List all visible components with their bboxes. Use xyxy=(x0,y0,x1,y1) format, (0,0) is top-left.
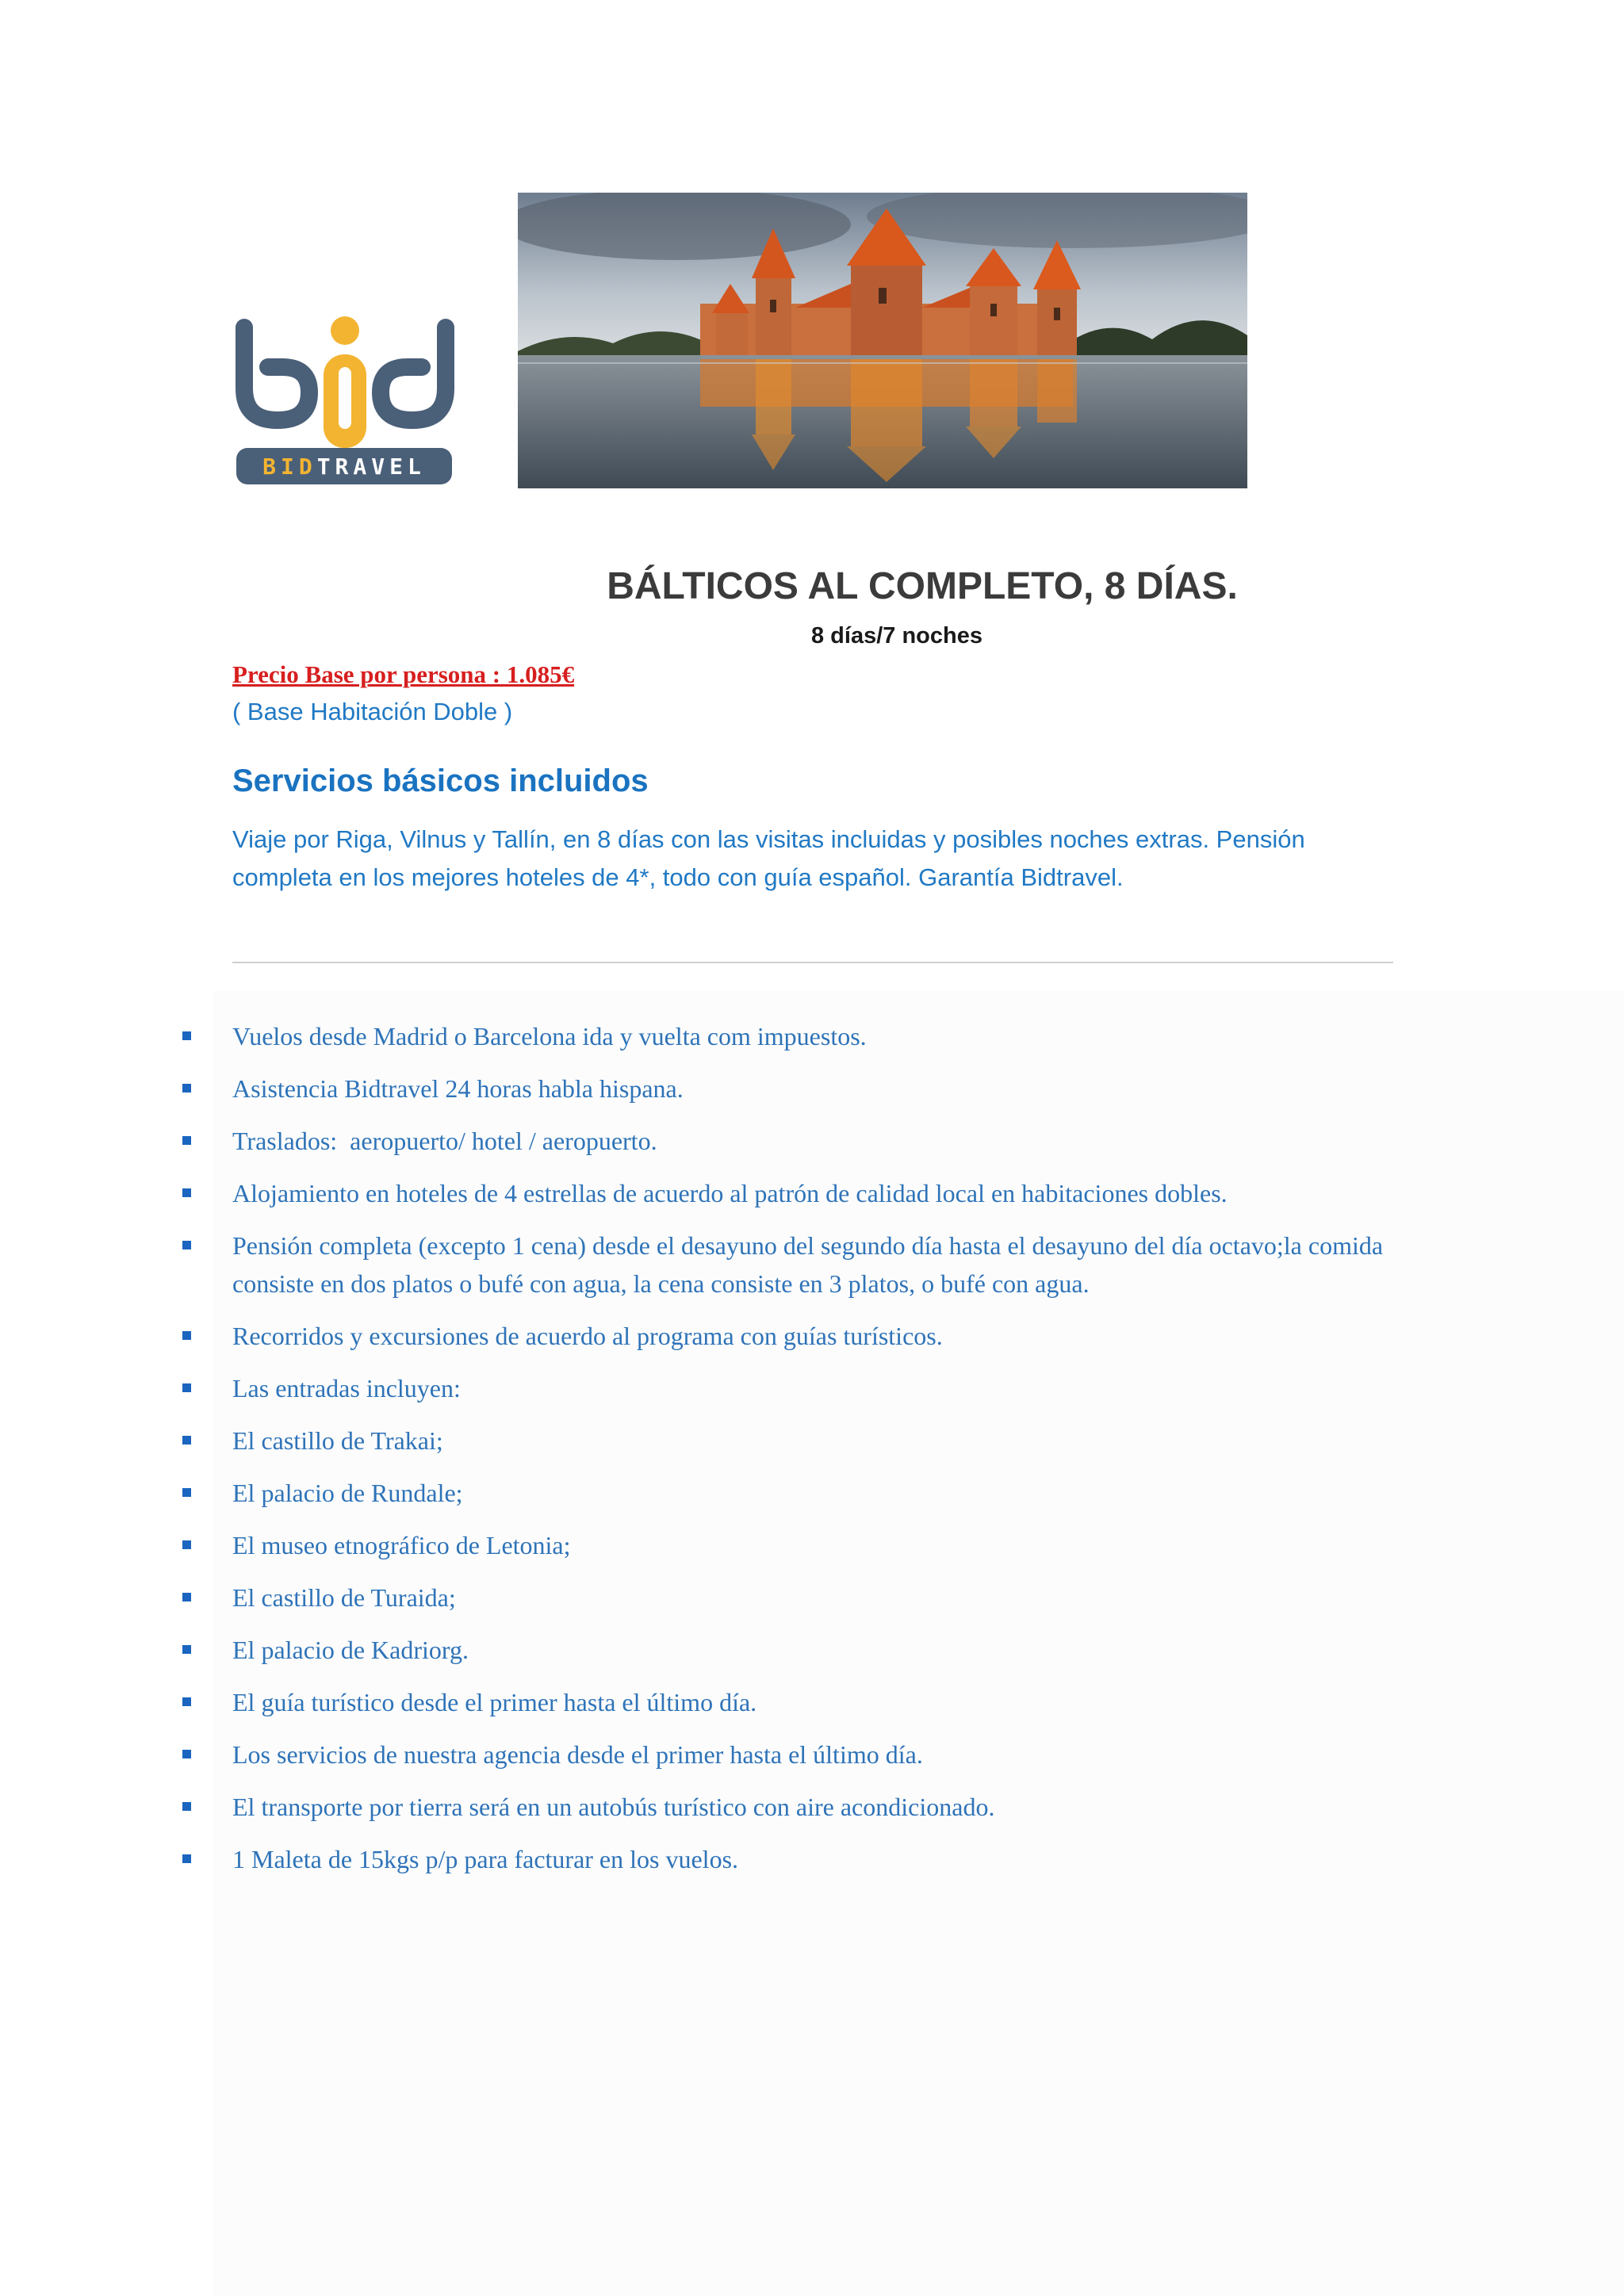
list-item: El palacio de Kadriorg. xyxy=(182,1631,1404,1669)
square-bullet-icon xyxy=(182,1750,191,1758)
services-list xyxy=(182,1017,1404,1892)
divider xyxy=(232,962,1393,963)
logo-word-travel: TRAVEL xyxy=(316,453,426,480)
square-bullet-icon xyxy=(182,1436,191,1445)
list-item: Asistencia Bidtravel 24 horas habla hispana. xyxy=(182,1070,1404,1108)
list-item: El castillo de Trakai; xyxy=(182,1422,1404,1460)
bid-logo-mark xyxy=(230,313,460,448)
list-item: Pensión completa (excepto 1 cena) desde el desayuno del segundo día hasta el desayuno del día octavo;la comida consiste en dos platos o bufé con agua, la cena consiste en 3 platos, o bufé con agua. xyxy=(182,1226,1404,1303)
square-bullet-icon xyxy=(182,1697,191,1706)
list-item: Alojamiento en hoteles de 4 estrellas de acuerdo al patrón de calidad local en habitaciones dobles. xyxy=(182,1174,1404,1212)
square-bullet-icon xyxy=(182,1488,191,1497)
list-item: El museo etnográfico de Letonia; xyxy=(182,1526,1404,1564)
section-heading: Servicios básicos incluidos xyxy=(232,763,649,798)
square-bullet-icon xyxy=(182,1593,191,1601)
square-bullet-icon xyxy=(182,1540,191,1549)
square-bullet-icon xyxy=(182,1084,191,1093)
square-bullet-icon xyxy=(182,1854,191,1863)
list-item: Recorridos y excursiones de acuerdo al programa con guías turísticos. xyxy=(182,1317,1404,1355)
intro-paragraph: Viaje por Riga, Vilnus y Tallín, en 8 días con las visitas incluidas y posibles noches extras. Pensión completa en los mejores hoteles de 4*, todo con guía español. Garantía Bidtravel. xyxy=(232,825,1305,891)
list-item: 1 Maleta de 15kgs p/p para facturar en los vuelos. xyxy=(182,1840,1404,1878)
castle-photo xyxy=(518,193,1247,488)
list-item: El transporte por tierra será en un autobús turístico con aire acondicionado. xyxy=(182,1788,1404,1826)
base-price: Precio Base por persona : 1.085€ xyxy=(232,660,575,688)
square-bullet-icon xyxy=(182,1802,191,1811)
square-bullet-icon xyxy=(182,1645,191,1654)
logo-word-bid: BID xyxy=(262,453,317,480)
list-item: Las entradas incluyen: xyxy=(182,1369,1404,1407)
list-item: Traslados: aeropuerto/ hotel / aeropuerto. xyxy=(182,1122,1404,1160)
list-item: El castillo de Turaida; xyxy=(182,1578,1404,1617)
logo-wordmark xyxy=(236,448,452,484)
bidtravel-logo xyxy=(230,313,460,496)
square-bullet-icon xyxy=(182,1136,191,1145)
square-bullet-icon xyxy=(182,1241,191,1249)
list-item: Los servicios de nuestra agencia desde el primer hasta el último día. xyxy=(182,1735,1404,1774)
square-bullet-icon xyxy=(182,1188,191,1197)
room-basis: ( Base Habitación Doble ) xyxy=(232,698,513,725)
list-item: Vuelos desde Madrid o Barcelona ida y vuelta com impuestos. xyxy=(182,1017,1404,1055)
page-title: BÁLTICOS AL COMPLETO, 8 DÍAS. xyxy=(607,565,1238,607)
square-bullet-icon xyxy=(182,1031,191,1040)
castle-illustration xyxy=(518,193,1247,488)
square-bullet-icon xyxy=(182,1383,191,1392)
list-item: El palacio de Rundale; xyxy=(182,1474,1404,1512)
square-bullet-icon xyxy=(182,1331,191,1340)
list-item: El guía turístico desde el primer hasta el último día. xyxy=(182,1683,1404,1721)
trip-duration: 8 días/7 noches xyxy=(811,623,982,649)
